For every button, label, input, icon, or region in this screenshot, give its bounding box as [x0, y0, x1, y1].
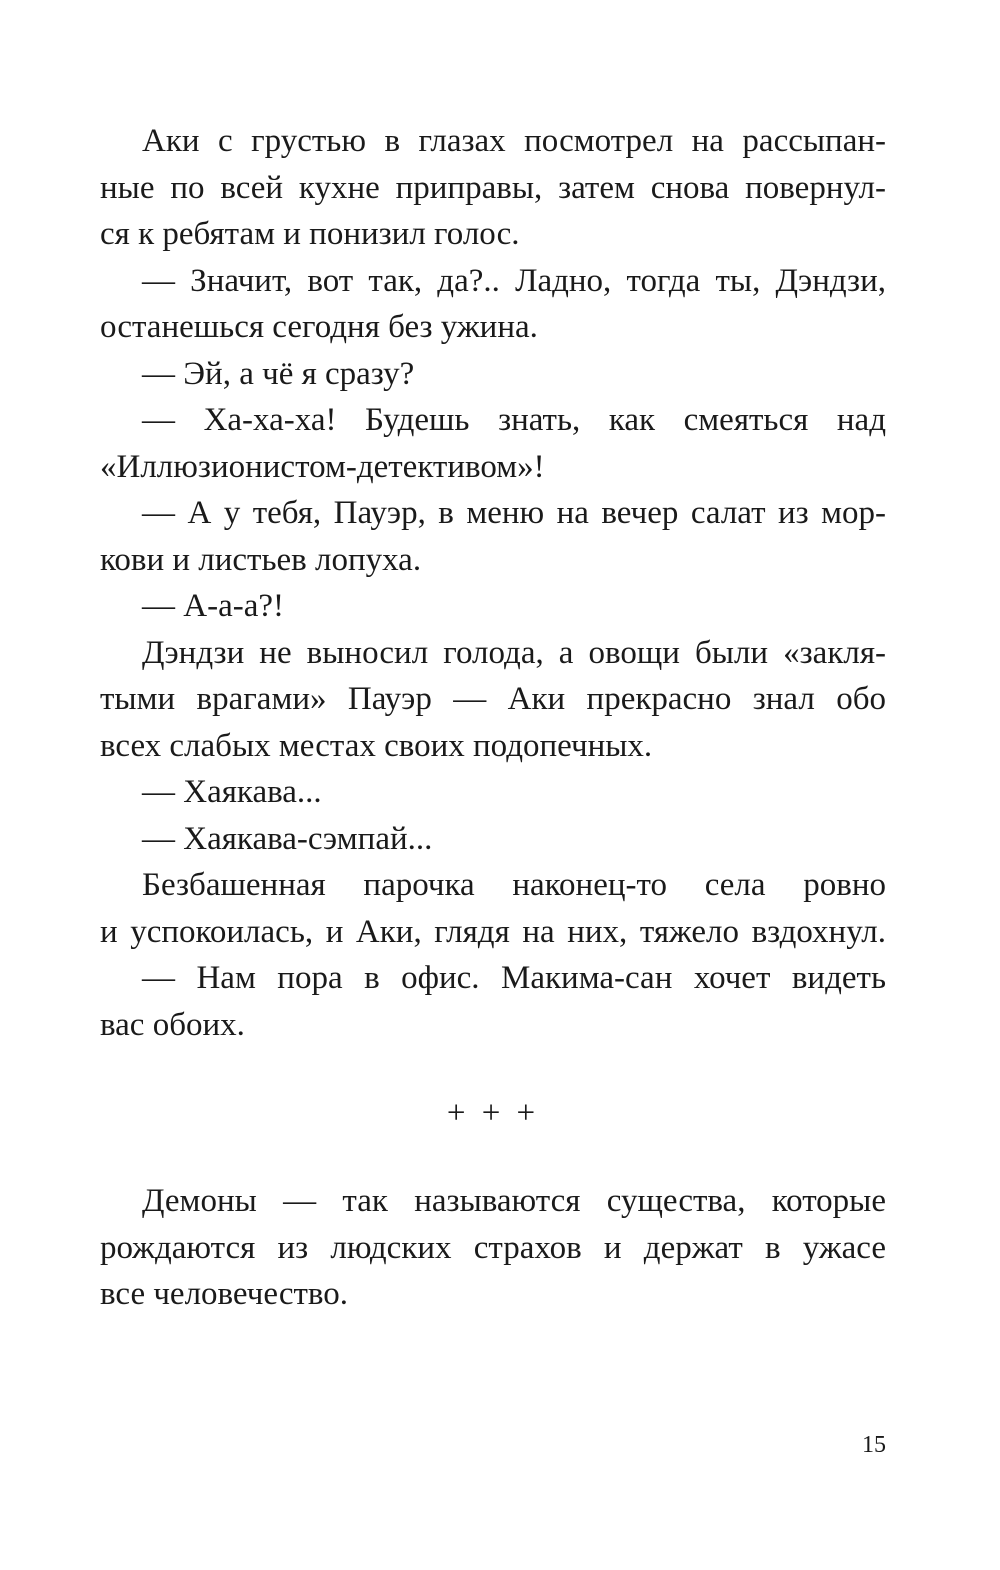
- text-line: Аки с грустью в глазах посмотрел на рассыпан-: [142, 123, 886, 159]
- text-line: «Иллюзионистом-детективом»!: [100, 448, 545, 485]
- text-line: — Ха-ха-ха! Будешь знать, как смеяться над: [142, 402, 886, 438]
- text-line: — Эй, а чё я сразу?: [142, 355, 415, 392]
- text-line: — Хаякава...: [142, 774, 322, 810]
- section-text: [100, 1178, 886, 1318]
- text-line: и успокоилась, и Аки, глядя на них, тяжело вздохнул.: [100, 913, 886, 950]
- text-line: — А у тебя, Пауэр, в меню на вечер салат из мор-: [142, 495, 886, 531]
- text-line: — Хаякава-сэмпай...: [142, 820, 433, 857]
- text-line: ные по всей кухне приправы, затем снова повернул-: [100, 169, 886, 206]
- text-line: вас обоих.: [100, 1006, 245, 1043]
- text-line: — А-а-а?!: [142, 588, 284, 624]
- text-line: ся к ребятам и понизил голос.: [100, 216, 520, 252]
- text-line: — Нам пора в офис. Макима-сан хочет видеть: [142, 960, 886, 996]
- text-line: рождаются из людских страхов и держат в ужасе: [100, 1229, 886, 1266]
- section-separator: + + +: [446, 1095, 540, 1131]
- text-line: останешься сегодня без ужина.: [100, 309, 538, 345]
- text-line: кови и листьев лопуха.: [100, 541, 422, 578]
- text-line: всех слабых местах своих подопечных.: [100, 727, 653, 764]
- text-line: тыми врагами» Пауэр — Аки прекрасно знал обо: [100, 681, 886, 717]
- text-line: все человечество.: [100, 1276, 348, 1312]
- main-text: [100, 118, 886, 1048]
- text-line: Дэндзи не выносил голода, а овощи были «закля-: [142, 634, 886, 671]
- text-line: Безбашенная парочка наконец-то села ровно: [142, 867, 886, 903]
- text-line: Демоны — так называются существа, которые: [142, 1183, 886, 1219]
- text-line: — Значит, вот так, да?.. Ладно, тогда ты, Дэндзи,: [142, 262, 886, 299]
- page-number: 15: [862, 1432, 886, 1458]
